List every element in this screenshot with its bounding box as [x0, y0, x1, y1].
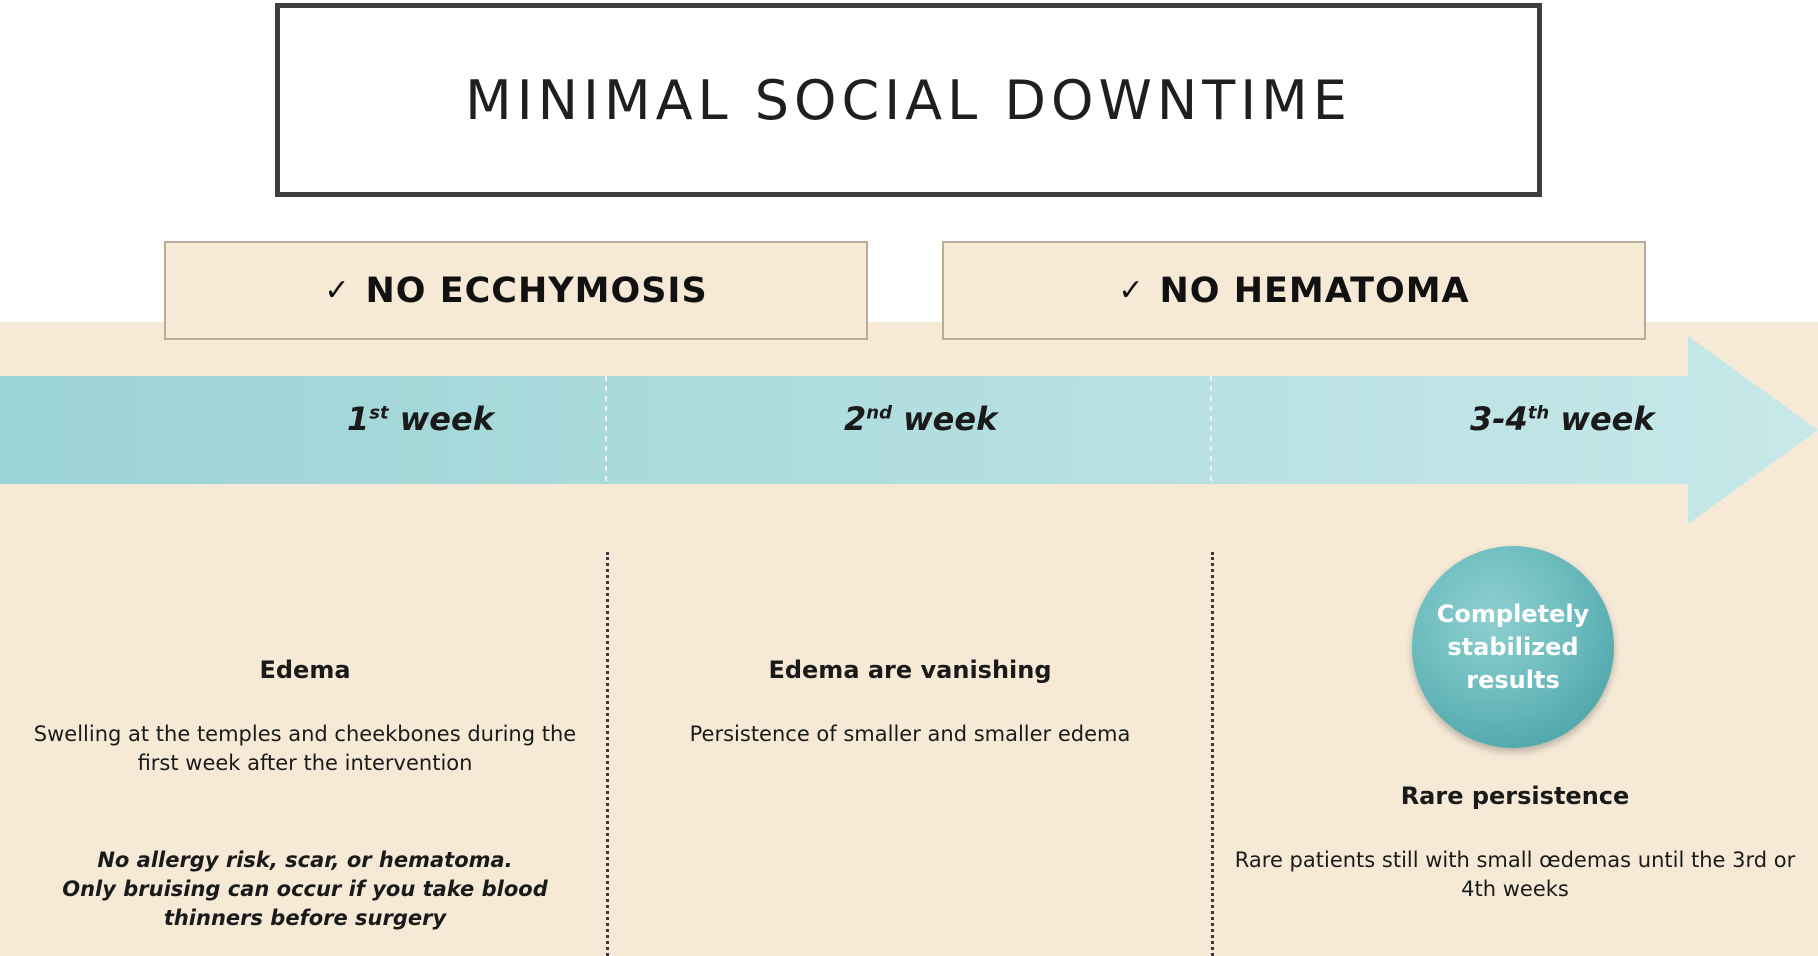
no-hematoma-badge — [942, 241, 1646, 340]
column-divider-2 — [1211, 552, 1214, 956]
title-box — [275, 3, 1542, 197]
circle-line: stabilized — [1447, 632, 1579, 661]
column-divider-1 — [606, 552, 609, 956]
note-line: thinners before surgery — [163, 906, 447, 930]
week-1-label: 1st week — [347, 400, 494, 438]
week-3-4-label: 3-4th week — [1470, 400, 1655, 438]
circle-line: Completely — [1436, 599, 1590, 628]
week-2-label: 2nd week — [844, 400, 998, 438]
column-1-body: Swelling at the temples and cheekbones during the first week after the intervention — [33, 722, 577, 775]
note-line: Only bruising can occur if you take blood — [62, 877, 548, 901]
no-hematoma-label: NO HEMATOMA — [1159, 270, 1470, 311]
column-3-body: Rare patients still with small œdemas until the 3rd or 4th weeks — [1234, 848, 1796, 901]
column-2-heading: Edema are vanishing — [768, 656, 1052, 684]
column-3-heading: Rare persistence — [1400, 782, 1630, 810]
stabilized-results-text — [1423, 598, 1603, 697]
stabilized-results-circle — [1412, 546, 1614, 748]
column-1-heading: Edema — [259, 656, 351, 684]
checkmark-icon: ✓ — [1118, 273, 1144, 308]
no-ecchymosis-label: NO ECCHYMOSIS — [365, 270, 708, 311]
note-line: No allergy risk, scar, or hematoma. — [97, 848, 513, 872]
column-2-body: Persistence of smaller and smaller edema — [689, 722, 1131, 746]
page-title: MINIMAL SOCIAL DOWNTIME — [465, 68, 1352, 132]
no-ecchymosis-badge — [164, 241, 868, 340]
circle-line: results — [1466, 665, 1560, 694]
checkmark-icon: ✓ — [324, 273, 350, 308]
column-1-note — [20, 846, 590, 933]
